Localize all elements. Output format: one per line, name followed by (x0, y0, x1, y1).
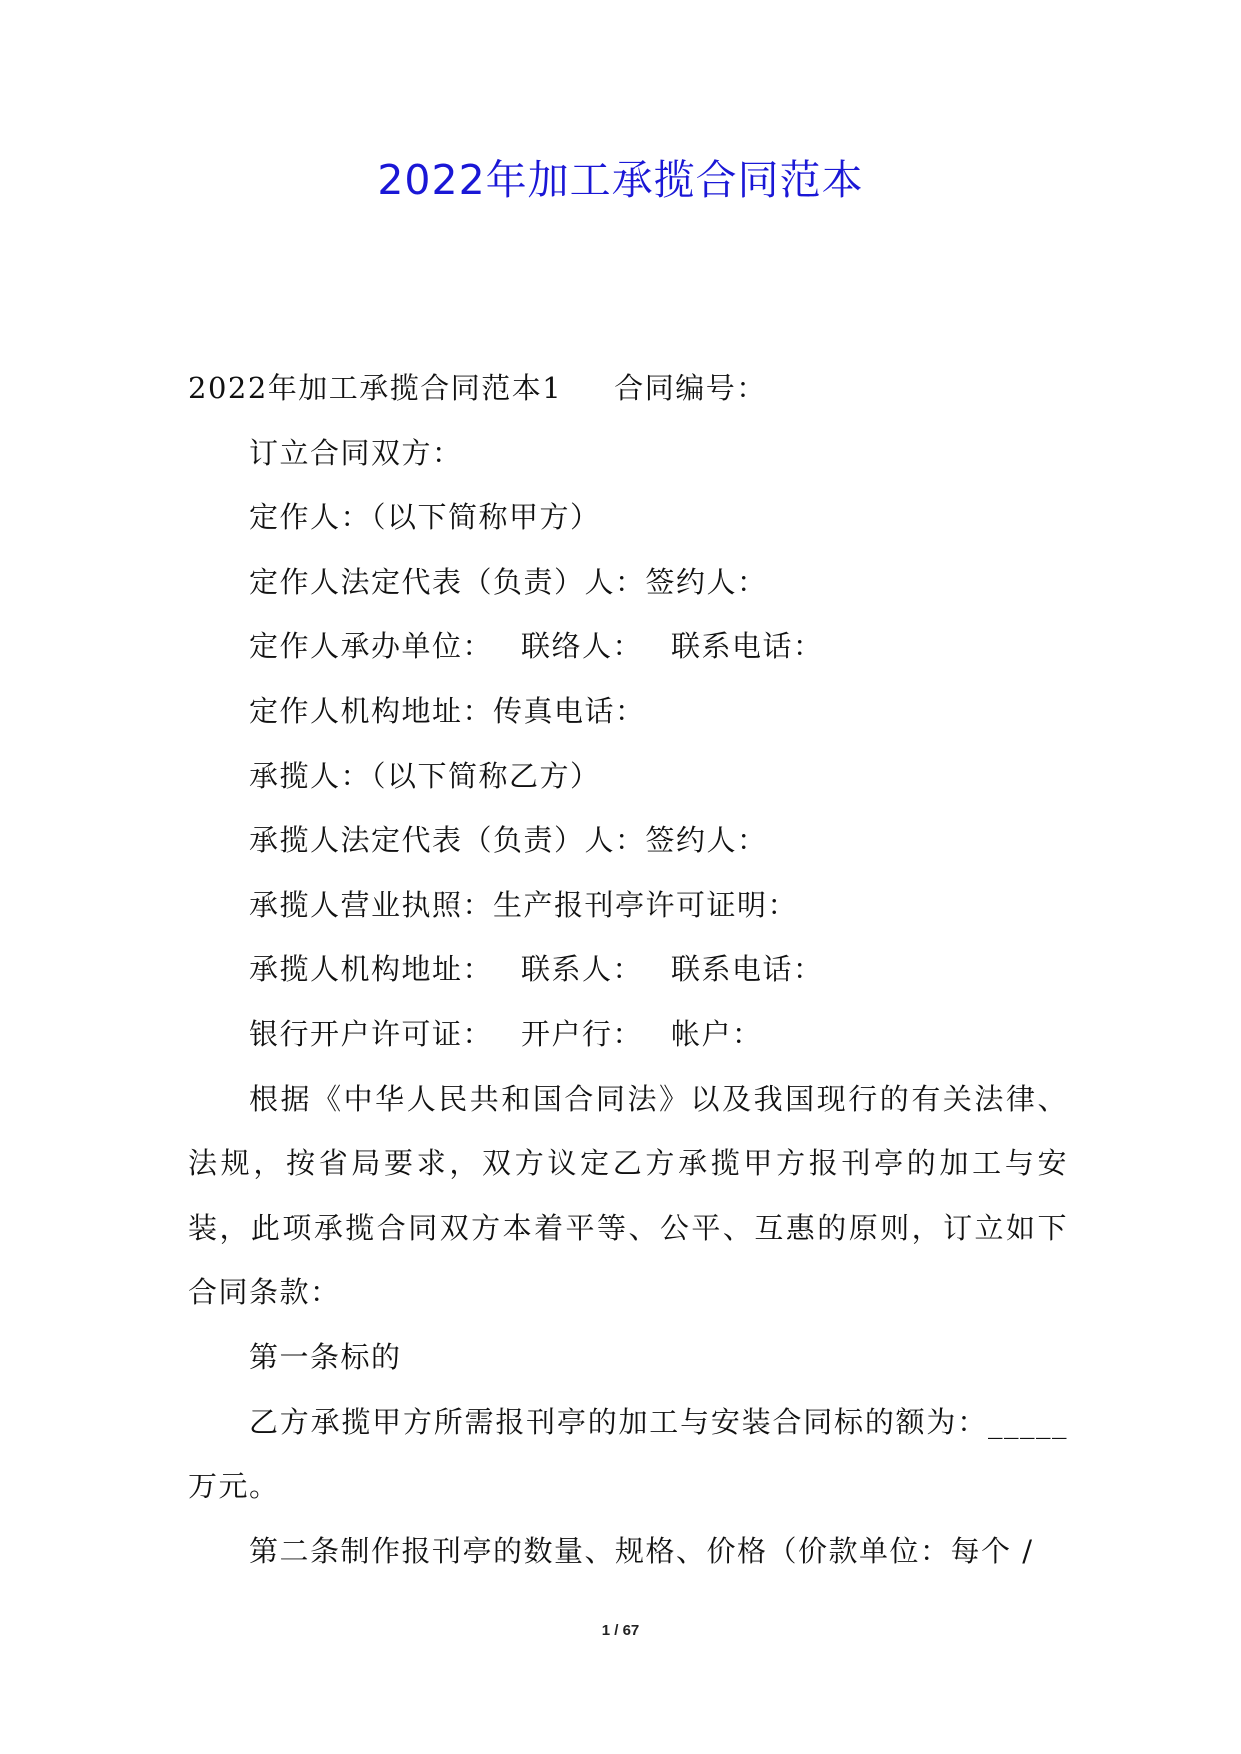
document-body (188, 356, 1068, 1583)
contractor-contact-label: 联系人： (521, 952, 644, 987)
legal-basis-paragraph: 根据《中华人民共和国合同法》以及我国现行的有关法律、法规，按省局要求，双方议定乙方承揽甲方报刊亭的加工与安装，此项承揽合同双方本着平等、公平、互惠的原则，订立如下合同条款： (188, 1081, 1068, 1310)
contractor-address-line (188, 937, 1068, 1002)
contract-number-label: 合同编号： (614, 371, 767, 405)
client-representative-line: 定作人法定代表（负责）人：签约人： (249, 564, 768, 599)
client-contact-label: 联络人： (521, 629, 644, 664)
bank-name-label: 开户行： (521, 1016, 644, 1051)
client-address-line: 定作人机构地址：传真电话： (249, 693, 646, 728)
article-one-heading: 第一条标的 (249, 1339, 402, 1374)
client-unit-line (188, 614, 1068, 679)
contract-subtitle: 2022年加工承揽合同范本1 (188, 371, 563, 405)
client-unit-label: 定作人承办单位： (249, 629, 494, 664)
page-number: 1 / 67 (601, 1622, 640, 1639)
contractor-phone-label: 联系电话： (671, 952, 824, 987)
article-one-paragraph: 乙方承揽甲方所需报刊亭的加工与安装合同标的额为：_____万元。 (188, 1404, 1068, 1504)
contractor-line: 承揽人：（以下简称乙方） (249, 758, 601, 793)
article-two-heading: 第二条制作报刊亭的数量、规格、价格（价款单位：每个 / (249, 1533, 1034, 1568)
bank-line (188, 1002, 1068, 1067)
bank-permit-label: 银行开户许可证： (249, 1016, 494, 1051)
contractor-representative-line: 承揽人法定代表（负责）人：签约人： (249, 823, 768, 858)
client-phone-label: 联系电话： (671, 629, 824, 664)
bank-account-label: 帐户： (671, 1016, 763, 1051)
document-title: 2022年加工承揽合同范本 (377, 156, 864, 204)
contractor-license-line: 承揽人营业执照：生产报刊亭许可证明： (249, 887, 799, 922)
client-line: 定作人：（以下简称甲方） (249, 500, 601, 535)
contractor-address-label: 承揽人机构地址： (249, 952, 494, 987)
parties-label: 订立合同双方： (249, 435, 463, 470)
contract-heading-line (188, 356, 1068, 421)
